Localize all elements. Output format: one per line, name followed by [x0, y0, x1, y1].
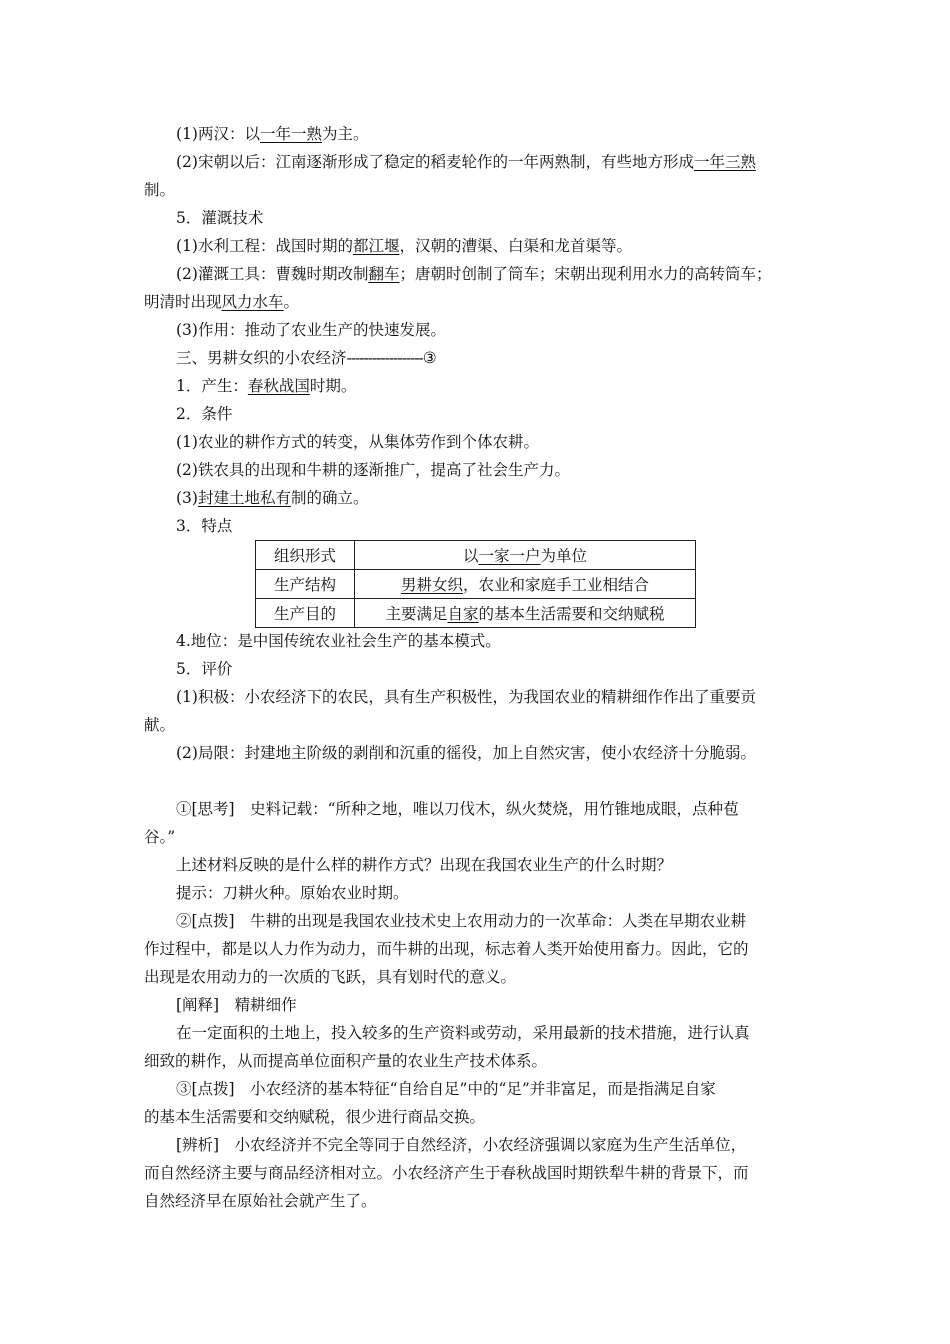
underlined-term: 春秋战国 [247, 377, 310, 395]
underlined-term: 一年一熟 [259, 125, 322, 143]
line-irrigation-effect: (3)作用：推动了农业生产的快速发展。 [176, 321, 446, 339]
note-explain-body: 在一定面积的土地上，投入较多的生产资料或劳动，采用最新的技术措施，进行认真 [176, 1024, 750, 1042]
line-irrigation-tools: (2)灌溉工具：曹魏时期改制翻车；唐朝时创制了筒车；宋朝出现利用水力的高转筒车； [176, 265, 772, 283]
underlined-term: 风力水车 [221, 293, 284, 311]
underlined-term: 自家 [447, 605, 479, 623]
leader-dashes: ------------------ [346, 349, 423, 367]
line-liang-han: (1)两汉：以一年一熟为主。 [176, 125, 369, 143]
table-label-cell: 生产目的 [256, 599, 355, 628]
table-label-cell: 组织形式 [256, 541, 355, 570]
line-song-chao-cont: 制。 [144, 181, 176, 199]
table-row [256, 570, 696, 599]
note-think-question: 上述材料反映的是什么样的耕作方式？出现在我国农业生产的什么时期？ [176, 856, 673, 874]
line-condition-1: (1)农业的耕作方式的转变，从集体劳作到个体农耕。 [176, 433, 539, 451]
line-condition-2: (2)铁农具的出现和牛耕的逐渐推广，提高了社会生产力。 [176, 461, 570, 479]
line-eval-limit: (2)局限：封建地主阶级的剥削和沉重的徭役，加上自然灾害，使小农经济十分脆弱。 [176, 744, 756, 762]
line-origin: 1．产生：春秋战国时期。 [176, 377, 357, 395]
line-condition-3: (3)封建土地私有制的确立。 [176, 489, 369, 507]
underlined-term: 一年三熟 [693, 153, 756, 171]
note-point-2-cont1: 作过程中，都是以人力作为动力，而牛耕的出现，标志着人类开始使用畜力。因此，它的 [144, 940, 749, 958]
note-think-hint: 提示：刀耕火种。原始农业时期。 [176, 884, 409, 902]
note-point-2: ②[点拨] 牛耕的出现是我国农业技术史上农用动力的一次革命：人类在早期农业耕 [176, 912, 747, 930]
table-label-cell: 生产结构 [256, 570, 355, 599]
heading-irrigation: 5．灌溉技术 [176, 209, 264, 227]
note-marker-3: ③ [422, 349, 437, 367]
note-explain-heading: [阐释] 精耕细作 [176, 996, 297, 1014]
note-point-2-cont2: 出现是农用动力的一次质的飞跃，具有划时代的意义。 [144, 968, 517, 986]
underlined-term: 都江堰 [352, 237, 400, 255]
underlined-term: 封建土地私有 [197, 489, 291, 507]
note-analysis-cont1: 而自然经济主要与商品经济相对立。小农经济产生于春秋战国时期铁犁牛耕的背景下，而 [144, 1164, 749, 1182]
line-irrigation-tools-cont: 明清时出现风力水车。 [144, 293, 300, 311]
note-analysis: [辨析] 小农经济并不完全等同于自然经济，小农经济强调以家庭为生产生活单位， [176, 1136, 747, 1154]
features-table [255, 540, 696, 628]
line-song-chao: (2)宋朝以后：江南逐渐形成了稳定的稻麦轮作的一年两熟制，有些地方形成一年三熟 [176, 153, 756, 171]
line-water-works: (1)水利工程：战国时期的都江堰，汉朝的漕渠、白渠和龙首渠等。 [176, 237, 632, 255]
note-point-3: ③[点拨] 小农经济的基本特征“自给自足”中的“足”并非富足，而是指满足自家 [176, 1080, 716, 1098]
line-eval-positive-cont: 献。 [144, 716, 176, 734]
table-row [256, 599, 696, 628]
line-status: 4.地位：是中国传统农业社会生产的基本模式。 [176, 632, 501, 650]
underlined-term: 男耕女织 [400, 576, 463, 594]
heading-evaluation: 5．评价 [176, 660, 233, 678]
note-analysis-cont2: 自然经济早在原始社会就产生了。 [144, 1192, 377, 1210]
note-explain-body-cont: 细致的耕作，从而提高单位面积产量的农业生产技术体系。 [144, 1052, 548, 1070]
line-eval-positive: (1)积极：小农经济下的农民，具有生产积极性，为我国农业的精耕细作作出了重要贡 [176, 688, 756, 706]
table-value-cell: 男耕女织，农业和家庭手工业相结合 [355, 570, 696, 599]
heading-conditions: 2．条件 [176, 405, 233, 423]
underlined-term: 一家一户 [478, 547, 541, 565]
underlined-term: 翻车 [368, 265, 400, 283]
heading-features: 3．特点 [176, 517, 233, 535]
note-point-3-cont: 的基本生活需要和交纳赋税，很少进行商品交换。 [144, 1108, 486, 1126]
table-value-cell: 主要满足自家的基本生活需要和交纳赋税 [355, 599, 696, 628]
note-think-1-cont: 谷。” [144, 828, 176, 846]
section-title-small-farmer: 三、男耕女织的小农经济------------------③ [176, 349, 437, 367]
table-value-cell: 以一家一户为单位 [355, 541, 696, 570]
table-row [256, 541, 696, 570]
note-think-1: ①[思考] 史料记载：“所种之地，唯以刀伐木，纵火焚烧，用竹锥地成眼，点种苞 [176, 800, 739, 818]
